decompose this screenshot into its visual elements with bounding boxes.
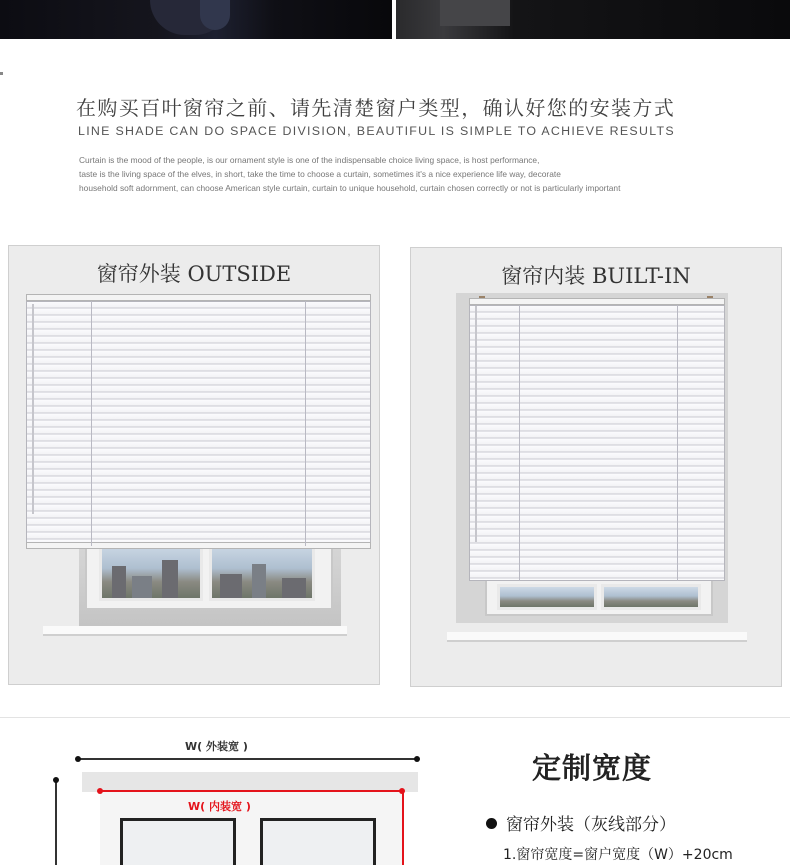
inside-mount-title: 窗帘内装 BUILT-IN	[501, 264, 691, 288]
venetian-blind-slats	[469, 305, 725, 581]
inner-width-label: W( 内装宽 )	[188, 800, 251, 813]
inner-width-line	[100, 790, 404, 792]
custom-width-title: 定制宽度	[532, 751, 653, 785]
width-measurement-diagram	[20, 728, 460, 865]
outer-width-label: W( 外装宽 )	[185, 740, 248, 753]
window-pane-left	[120, 818, 236, 865]
outside-mount-title: 窗帘外装 OUTSIDE	[96, 262, 292, 286]
width-formula: 1.窗帘宽度=窗户宽度（W）+20cm	[503, 847, 733, 863]
heading-english: LINE SHADE CAN DO SPACE DIVISION, BEAUTIFUL IS SIMPLE TO ACHIEVE RESULTS	[78, 124, 675, 138]
tilt-wand	[32, 304, 34, 514]
headrail	[26, 294, 371, 301]
window-glass-right	[601, 584, 701, 610]
headrail	[469, 298, 725, 305]
heading-description: Curtain is the mood of the people, is our ornament style is one of the indispensable choice living space, is host performance, taste is the living space of the elves, in short, take the time to choose a curtain, sometimes it's a nice experience life way, decorate household soft adornment, can choose American style curtain, curtain to unique household, curtain chosen correctly or not is particularly important	[79, 155, 621, 193]
venetian-blind-slats	[26, 301, 371, 546]
outside-mount-bullet: 窗帘外装（灰线部分）	[486, 810, 676, 835]
outer-width-line	[78, 758, 418, 760]
window-sill	[447, 632, 747, 642]
window-sill	[43, 626, 347, 636]
heading-chinese: 在购买百叶窗帘之前、请先清楚窗户类型，确认好您的安装方式	[76, 96, 676, 120]
tilt-wand	[475, 306, 477, 542]
height-line	[55, 780, 57, 865]
window-pane-right	[260, 818, 376, 865]
window-glass-right	[209, 541, 315, 601]
bullet-dot-icon	[486, 818, 497, 829]
inside-mount-panel	[410, 247, 782, 687]
window-glass-left	[99, 541, 203, 601]
outside-mount-panel	[8, 245, 380, 685]
top-banner-photos	[0, 0, 790, 39]
bottom-rail	[26, 542, 371, 549]
window-glass-left	[497, 584, 597, 610]
